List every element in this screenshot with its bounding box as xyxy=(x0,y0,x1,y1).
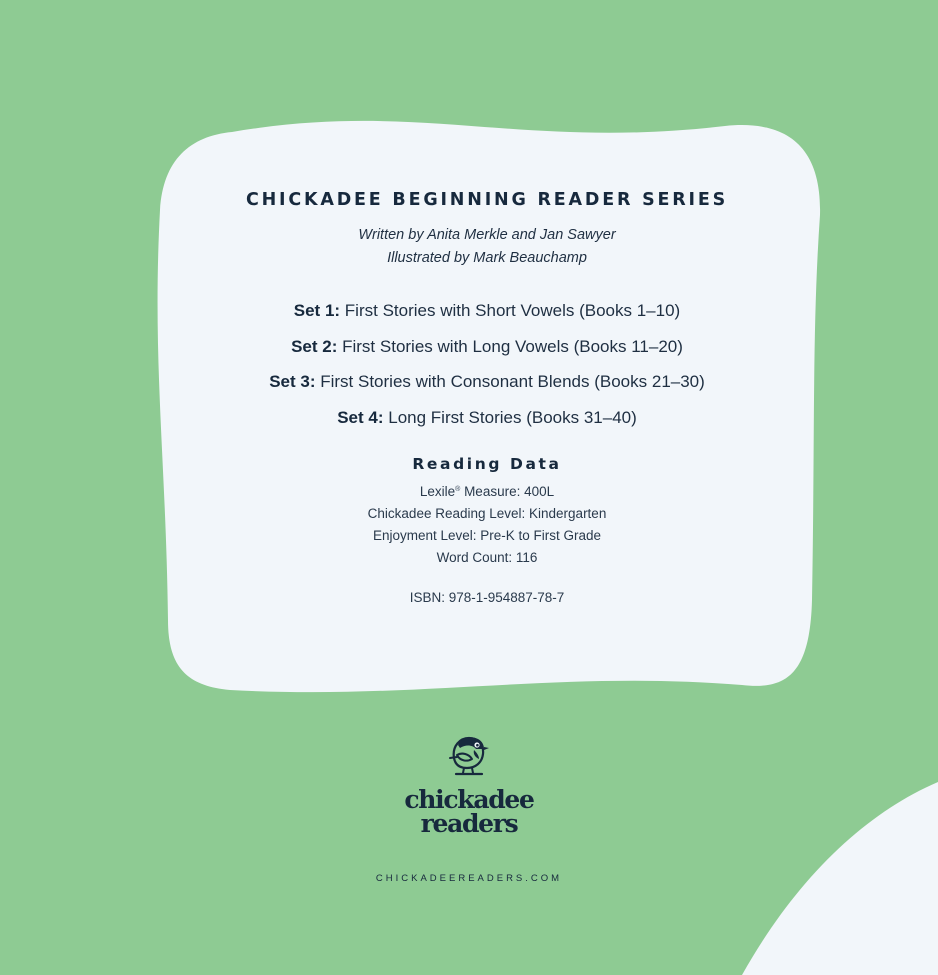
set-item xyxy=(160,329,814,365)
set-item xyxy=(160,364,814,400)
reading-data-list xyxy=(160,479,814,569)
series-title: CHICKADEE BEGINNING READER SERIES xyxy=(245,190,729,210)
lexile-prefix: Lexile xyxy=(419,484,456,499)
reading-data-heading: Reading Data xyxy=(412,455,562,473)
set-description: First Stories with Consonant Blends (Books 21–30) xyxy=(320,372,705,391)
set-list xyxy=(160,293,814,435)
set-label: Set 4: xyxy=(337,407,384,427)
credits xyxy=(160,224,814,270)
chickadee-readers-logo xyxy=(388,728,550,836)
logo-wordmark-line-1: chickadee xyxy=(404,785,534,814)
set-item xyxy=(160,293,814,329)
chickadee-reading-level: Chickadee Reading Level: Kindergarten xyxy=(367,506,607,521)
isbn: ISBN: 978-1-954887-78-7 xyxy=(409,590,565,605)
set-label: Set 1: xyxy=(293,301,341,320)
series-info-card xyxy=(160,180,814,605)
registered-mark: ® xyxy=(455,486,461,493)
set-label: Set 2: xyxy=(291,336,338,356)
set-description: Long First Stories (Books 31–40) xyxy=(388,407,637,427)
enjoyment-level: Enjoyment Level: Pre-K to First Grade xyxy=(372,528,602,543)
word-count: Word Count: 116 xyxy=(436,550,538,565)
set-label: Set 3: xyxy=(269,372,316,391)
chickadee-bird-icon xyxy=(446,728,492,778)
lexile-value: Measure: 400L xyxy=(460,484,555,499)
set-item xyxy=(160,400,814,436)
illustrator-credit: Illustrated by Mark Beauchamp xyxy=(387,250,587,266)
website-link[interactable]: CHICKADEEREADERS.COM xyxy=(375,873,563,884)
logo-wordmark-line-2: readers xyxy=(420,809,518,838)
author-credit: Written by Anita Merkle and Jan Sawyer xyxy=(358,227,616,243)
set-description: First Stories with Long Vowels (Books 11–20) xyxy=(342,336,683,356)
set-description: First Stories with Short Vowels (Books 1–10) xyxy=(344,301,681,320)
lexile-measure xyxy=(160,479,814,503)
